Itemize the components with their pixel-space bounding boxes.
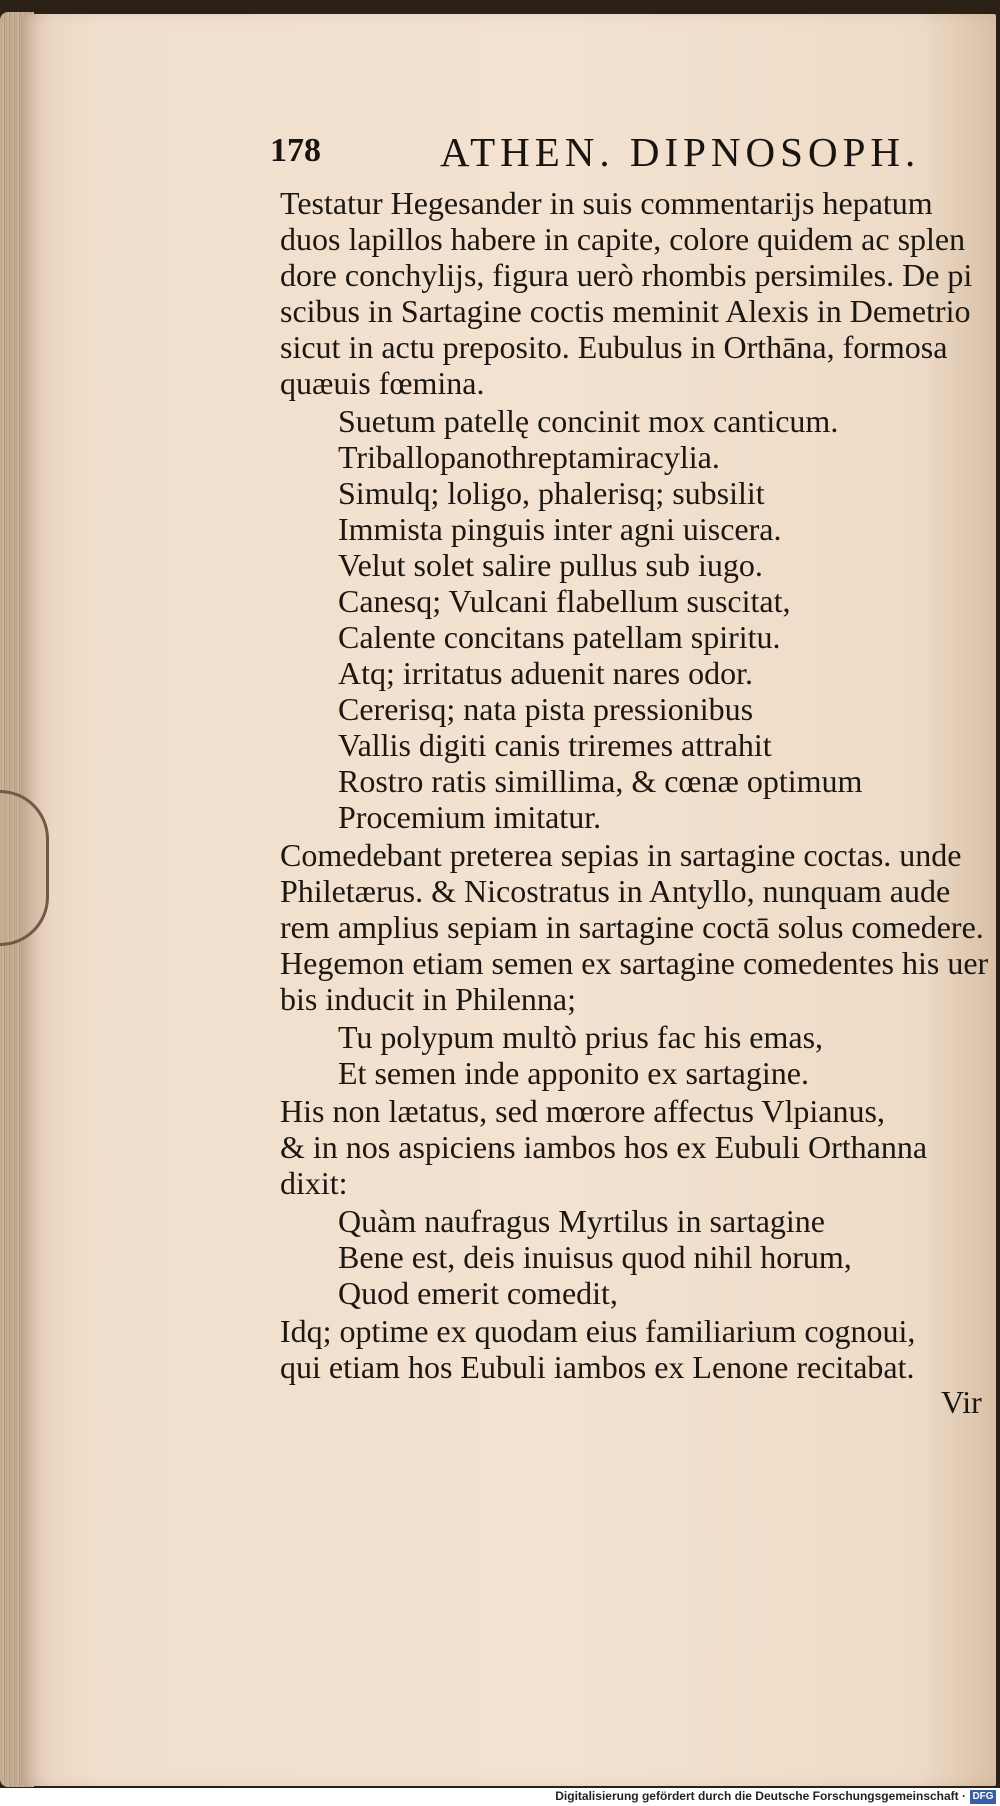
text-line: duos lapillos habere in capite, colore quidem ac splen — [280, 221, 966, 257]
verse-line: Rostro ratis simillima, & cœnæ optimum — [338, 763, 863, 799]
text-line: Idq; optime ex quodam eius familiarium cognoui, — [280, 1313, 916, 1349]
text-line: Testatur Hegesander in suis commentarijs hepatum — [280, 185, 933, 221]
verse-line: Velut solet salire pullus sub iugo. — [338, 547, 763, 583]
verse-line: Immista pinguis inter agni uiscera. — [338, 511, 782, 547]
text-line: qui etiam hos Eubuli iambos ex Lenone recitabat. — [280, 1349, 915, 1385]
text-line: Philetærus. & Nicostratus in Antyllo, nunquam aude — [280, 873, 951, 909]
verse-line: Triballopanothreptamiracylia. — [338, 439, 720, 475]
verse-line: Et semen inde apponito ex sartagine. — [338, 1055, 809, 1091]
dfg-logo-icon: DFG — [970, 1790, 996, 1804]
verse-line: Tu polypum multò prius fac his emas, — [338, 1019, 824, 1055]
verse-line: Atq; irritatus aduenit nares odor. — [338, 655, 754, 691]
catchword: Vir — [941, 1384, 982, 1420]
text-line: sicut in actu preposito. Eubulus in Orthāna, formosa — [280, 329, 948, 365]
text-line: His non lætatus, sed mœrore affectus Vlpianus, — [280, 1093, 885, 1129]
text-line: rem amplius sepiam in sartagine coctā solus comedere. — [280, 909, 984, 945]
verse-line: Quod emerit comedit, — [338, 1275, 618, 1311]
text-line: quæuis fœmina. — [280, 365, 485, 401]
verse-line: Calente concitans patellam spiritu. — [338, 619, 781, 655]
bookmark-tab — [0, 790, 49, 946]
verse-line: Procemium imitatur. — [338, 799, 602, 835]
text-line: dixit: — [280, 1165, 348, 1201]
digitization-credit: Digitalisierung gefördert durch die Deutsche Forschungsgemeinschaft · — [555, 1789, 966, 1803]
text-line: Comedebant preterea sepias in sartagine coctas. unde — [280, 837, 962, 873]
verse-line: Suetum patellę concinit mox canticum. — [338, 403, 839, 439]
text-line: & in nos aspiciens iambos hos ex Eubuli Orthanna — [280, 1129, 928, 1165]
text-line: bis inducit in Philenna; — [280, 981, 576, 1017]
verse-line: Vallis digiti canis triremes attrahit — [338, 727, 772, 763]
running-head-title: ATHEN. DIPNOSOPH. — [440, 129, 921, 175]
verse-line: Quàm naufragus Myrtilus in sartagine — [338, 1203, 825, 1239]
verse-line: Simulq; loligo, phalerisq; subsilit — [338, 475, 765, 511]
page-number: 178 — [270, 132, 321, 169]
text-line: scibus in Sartagine coctis meminit Alexis in Demetrio — [280, 293, 971, 329]
verse-line: Bene est, deis inuisus quod nihil horum, — [338, 1239, 852, 1275]
text-line: Hegemon etiam semen ex sartagine comedentes his uer — [280, 945, 989, 981]
verse-line: Cererisq; nata pista pressionibus — [338, 691, 754, 727]
verse-line: Canesq; Vulcani flabellum suscitat, — [338, 583, 791, 619]
text-line: dore conchylijs, figura uerò rhombis persimiles. De pi — [280, 257, 973, 293]
